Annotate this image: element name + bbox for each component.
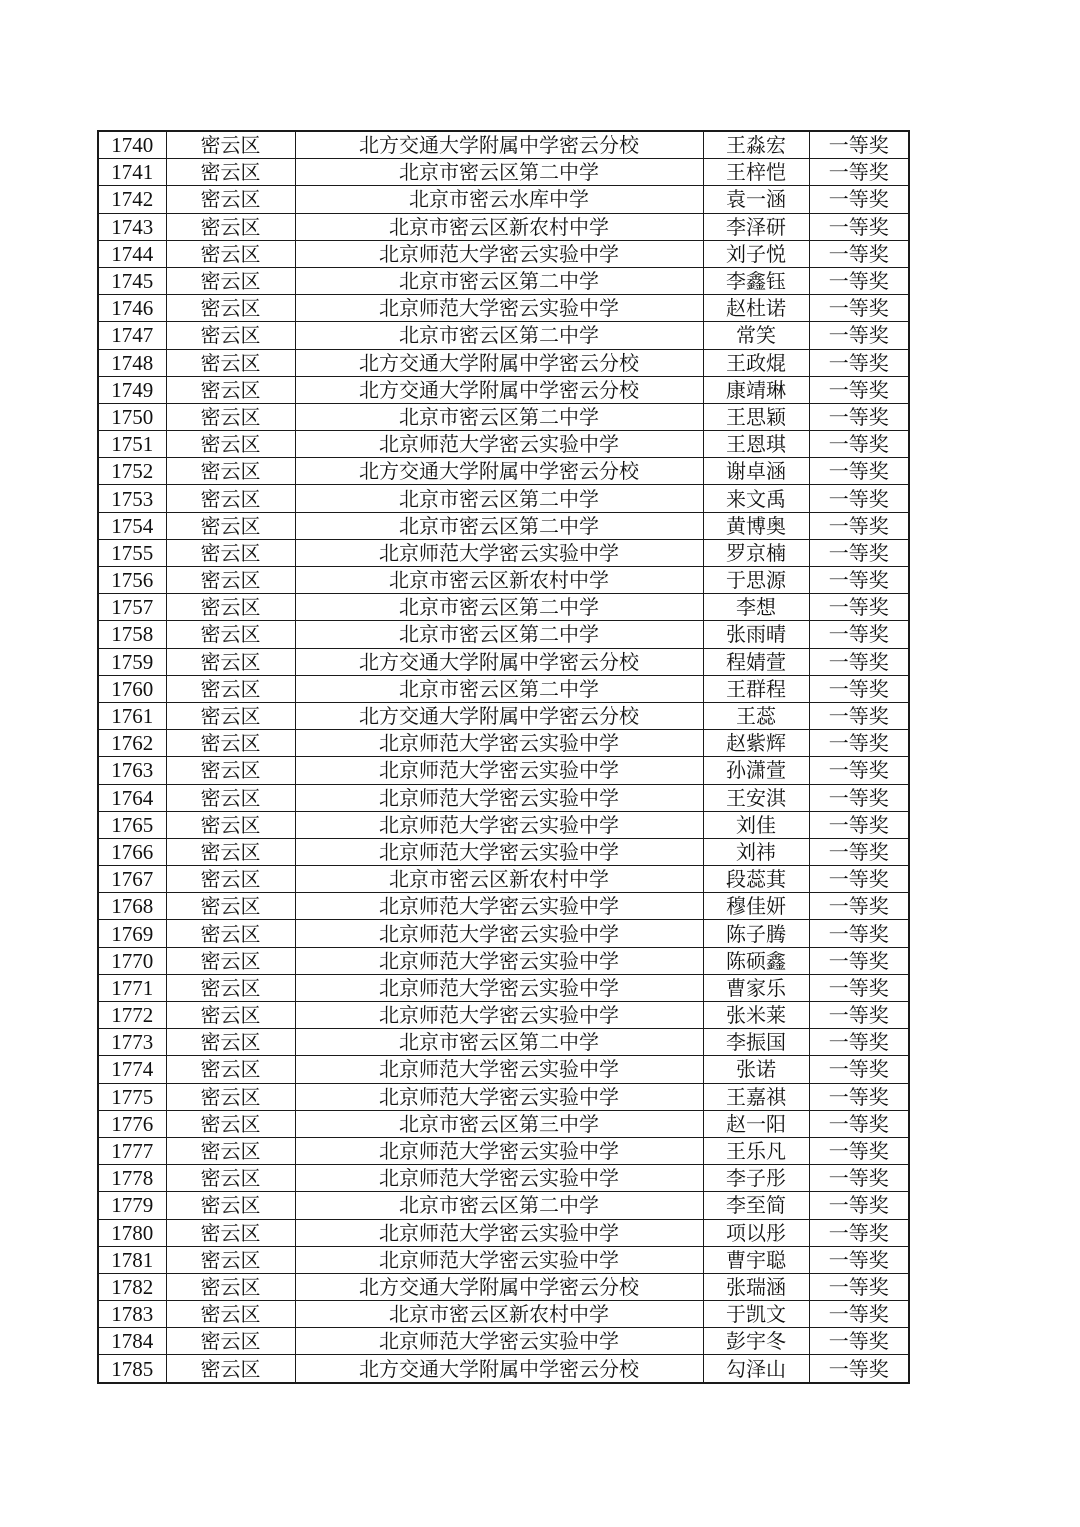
serial-number-cell: 1766: [98, 838, 166, 865]
student-name-cell: 李泽研: [703, 213, 809, 240]
district-cell: 密云区: [166, 376, 295, 403]
serial-number-cell: 1752: [98, 458, 166, 485]
district-cell: 密云区: [166, 186, 295, 213]
school-cell: 北京师范大学密云实验中学: [295, 920, 703, 947]
student-name-cell: 王乐凡: [703, 1137, 809, 1164]
student-name-cell: 李鑫钰: [703, 267, 809, 294]
student-name-cell: 张诺: [703, 1056, 809, 1083]
table-row: [98, 267, 909, 294]
school-cell: 北京师范大学密云实验中学: [295, 1083, 703, 1110]
table-row: [98, 1056, 909, 1083]
district-cell: 密云区: [166, 730, 295, 757]
table-row: [98, 240, 909, 267]
award-cell: 一等奖: [809, 675, 909, 702]
student-name-cell: 来文禹: [703, 485, 809, 512]
district-cell: 密云区: [166, 1137, 295, 1164]
student-name-cell: 常笑: [703, 322, 809, 349]
table-row: [98, 349, 909, 376]
school-cell: 北方交通大学附属中学密云分校: [295, 131, 703, 159]
award-cell: 一等奖: [809, 1355, 909, 1383]
award-cell: 一等奖: [809, 1328, 909, 1355]
award-cell: 一等奖: [809, 1301, 909, 1328]
student-name-cell: 项以彤: [703, 1219, 809, 1246]
serial-number-cell: 1782: [98, 1273, 166, 1300]
serial-number-cell: 1751: [98, 431, 166, 458]
district-cell: 密云区: [166, 757, 295, 784]
district-cell: 密云区: [166, 784, 295, 811]
award-cell: 一等奖: [809, 1056, 909, 1083]
table-row: [98, 1246, 909, 1273]
district-cell: 密云区: [166, 1192, 295, 1219]
school-cell: 北京师范大学密云实验中学: [295, 539, 703, 566]
school-cell: 北方交通大学附属中学密云分校: [295, 1355, 703, 1383]
award-cell: 一等奖: [809, 349, 909, 376]
table-row: [98, 866, 909, 893]
district-cell: 密云区: [166, 1246, 295, 1273]
district-cell: 密云区: [166, 947, 295, 974]
district-cell: 密云区: [166, 458, 295, 485]
table-row: [98, 784, 909, 811]
school-cell: 北京师范大学密云实验中学: [295, 730, 703, 757]
school-cell: 北京师范大学密云实验中学: [295, 1219, 703, 1246]
district-cell: 密云区: [166, 159, 295, 186]
serial-number-cell: 1772: [98, 1002, 166, 1029]
award-cell: 一等奖: [809, 1002, 909, 1029]
table-row: [98, 730, 909, 757]
district-cell: 密云区: [166, 403, 295, 430]
table-row: [98, 621, 909, 648]
school-cell: 北京师范大学密云实验中学: [295, 974, 703, 1001]
award-cell: 一等奖: [809, 893, 909, 920]
award-cell: 一等奖: [809, 131, 909, 159]
student-name-cell: 王嘉祺: [703, 1083, 809, 1110]
award-cell: 一等奖: [809, 485, 909, 512]
award-cell: 一等奖: [809, 1246, 909, 1273]
district-cell: 密云区: [166, 1029, 295, 1056]
student-name-cell: 罗京楠: [703, 539, 809, 566]
school-cell: 北京师范大学密云实验中学: [295, 240, 703, 267]
table-row: [98, 594, 909, 621]
serial-number-cell: 1741: [98, 159, 166, 186]
table-row: [98, 295, 909, 322]
school-cell: 北京师范大学密云实验中学: [295, 757, 703, 784]
award-cell: 一等奖: [809, 621, 909, 648]
school-cell: 北京市密云区新农村中学: [295, 1301, 703, 1328]
award-cell: 一等奖: [809, 267, 909, 294]
student-name-cell: 王淼宏: [703, 131, 809, 159]
student-name-cell: 黄博奥: [703, 512, 809, 539]
student-name-cell: 于思源: [703, 567, 809, 594]
table-row: [98, 458, 909, 485]
school-cell: 北京市密云区新农村中学: [295, 213, 703, 240]
district-cell: 密云区: [166, 702, 295, 729]
serial-number-cell: 1780: [98, 1219, 166, 1246]
district-cell: 密云区: [166, 349, 295, 376]
award-cell: 一等奖: [809, 1083, 909, 1110]
table-row: [98, 1137, 909, 1164]
award-cell: 一等奖: [809, 431, 909, 458]
school-cell: 北京市密云区第二中学: [295, 485, 703, 512]
serial-number-cell: 1755: [98, 539, 166, 566]
table-row: [98, 838, 909, 865]
award-cell: 一等奖: [809, 920, 909, 947]
school-cell: 北京师范大学密云实验中学: [295, 1328, 703, 1355]
school-cell: 北京市密云区第二中学: [295, 267, 703, 294]
serial-number-cell: 1781: [98, 1246, 166, 1273]
student-name-cell: 王思颖: [703, 403, 809, 430]
student-name-cell: 王梓恺: [703, 159, 809, 186]
table-row: [98, 893, 909, 920]
award-cell: 一等奖: [809, 730, 909, 757]
school-cell: 北方交通大学附属中学密云分校: [295, 1273, 703, 1300]
student-name-cell: 赵一阳: [703, 1110, 809, 1137]
award-cell: 一等奖: [809, 1219, 909, 1246]
district-cell: 密云区: [166, 1056, 295, 1083]
student-name-cell: 王恩琪: [703, 431, 809, 458]
district-cell: 密云区: [166, 974, 295, 1001]
serial-number-cell: 1762: [98, 730, 166, 757]
award-cell: 一等奖: [809, 1137, 909, 1164]
student-name-cell: 李想: [703, 594, 809, 621]
school-cell: 北京师范大学密云实验中学: [295, 295, 703, 322]
district-cell: 密云区: [166, 675, 295, 702]
serial-number-cell: 1784: [98, 1328, 166, 1355]
serial-number-cell: 1756: [98, 567, 166, 594]
district-cell: 密云区: [166, 893, 295, 920]
award-cell: 一等奖: [809, 512, 909, 539]
district-cell: 密云区: [166, 431, 295, 458]
serial-number-cell: 1761: [98, 702, 166, 729]
school-cell: 北京市密云区第二中学: [295, 1029, 703, 1056]
award-cell: 一等奖: [809, 1273, 909, 1300]
student-name-cell: 赵杜诺: [703, 295, 809, 322]
award-cell: 一等奖: [809, 594, 909, 621]
student-name-cell: 于凯文: [703, 1301, 809, 1328]
district-cell: 密云区: [166, 567, 295, 594]
table-row: [98, 947, 909, 974]
school-cell: 北方交通大学附属中学密云分校: [295, 648, 703, 675]
serial-number-cell: 1745: [98, 267, 166, 294]
award-cell: 一等奖: [809, 567, 909, 594]
award-cell: 一等奖: [809, 947, 909, 974]
serial-number-cell: 1765: [98, 811, 166, 838]
award-cell: 一等奖: [809, 974, 909, 1001]
district-cell: 密云区: [166, 1110, 295, 1137]
table-row: [98, 1002, 909, 1029]
district-cell: 密云区: [166, 648, 295, 675]
table-row: [98, 974, 909, 1001]
serial-number-cell: 1749: [98, 376, 166, 403]
award-cell: 一等奖: [809, 403, 909, 430]
serial-number-cell: 1767: [98, 866, 166, 893]
award-cell: 一等奖: [809, 702, 909, 729]
table-row: [98, 1301, 909, 1328]
serial-number-cell: 1753: [98, 485, 166, 512]
award-cell: 一等奖: [809, 539, 909, 566]
table-row: [98, 567, 909, 594]
student-name-cell: 李振国: [703, 1029, 809, 1056]
student-name-cell: 刘祎: [703, 838, 809, 865]
award-cell: 一等奖: [809, 1192, 909, 1219]
table-row: [98, 811, 909, 838]
student-name-cell: 王群程: [703, 675, 809, 702]
student-name-cell: 赵紫辉: [703, 730, 809, 757]
table-row: [98, 1328, 909, 1355]
serial-number-cell: 1747: [98, 322, 166, 349]
serial-number-cell: 1770: [98, 947, 166, 974]
district-cell: 密云区: [166, 240, 295, 267]
school-cell: 北京市密云区第三中学: [295, 1110, 703, 1137]
student-name-cell: 刘子悦: [703, 240, 809, 267]
student-name-cell: 陈子腾: [703, 920, 809, 947]
award-cell: 一等奖: [809, 648, 909, 675]
table-row: [98, 431, 909, 458]
district-cell: 密云区: [166, 838, 295, 865]
school-cell: 北京市密云区第二中学: [295, 621, 703, 648]
school-cell: 北京市密云区新农村中学: [295, 567, 703, 594]
award-cell: 一等奖: [809, 838, 909, 865]
district-cell: 密云区: [166, 213, 295, 240]
student-name-cell: 康靖琳: [703, 376, 809, 403]
award-cell: 一等奖: [809, 1165, 909, 1192]
table-row: [98, 376, 909, 403]
school-cell: 北京师范大学密云实验中学: [295, 893, 703, 920]
table-row: [98, 159, 909, 186]
student-name-cell: 刘佳: [703, 811, 809, 838]
award-cell: 一等奖: [809, 240, 909, 267]
student-name-cell: 王安淇: [703, 784, 809, 811]
table-row: [98, 485, 909, 512]
school-cell: 北方交通大学附属中学密云分校: [295, 349, 703, 376]
serial-number-cell: 1776: [98, 1110, 166, 1137]
district-cell: 密云区: [166, 485, 295, 512]
student-name-cell: 张雨晴: [703, 621, 809, 648]
serial-number-cell: 1748: [98, 349, 166, 376]
award-cell: 一等奖: [809, 811, 909, 838]
table-row: [98, 675, 909, 702]
school-cell: 北京师范大学密云实验中学: [295, 811, 703, 838]
district-cell: 密云区: [166, 131, 295, 159]
award-cell: 一等奖: [809, 1110, 909, 1137]
district-cell: 密云区: [166, 920, 295, 947]
school-cell: 北京师范大学密云实验中学: [295, 1137, 703, 1164]
table-row: [98, 1165, 909, 1192]
table-row: [98, 920, 909, 947]
district-cell: 密云区: [166, 1273, 295, 1300]
school-cell: 北京市密云区第二中学: [295, 159, 703, 186]
district-cell: 密云区: [166, 295, 295, 322]
table-row: [98, 1110, 909, 1137]
award-cell: 一等奖: [809, 186, 909, 213]
table-row: [98, 131, 909, 159]
award-table: [97, 130, 910, 1384]
school-cell: 北京市密云区第二中学: [295, 594, 703, 621]
serial-number-cell: 1779: [98, 1192, 166, 1219]
award-cell: 一等奖: [809, 295, 909, 322]
table-row: [98, 1029, 909, 1056]
table-row: [98, 512, 909, 539]
award-cell: 一等奖: [809, 1029, 909, 1056]
student-name-cell: 勾泽山: [703, 1355, 809, 1383]
student-name-cell: 曹家乐: [703, 974, 809, 1001]
student-name-cell: 段蕊萁: [703, 866, 809, 893]
serial-number-cell: 1754: [98, 512, 166, 539]
student-name-cell: 穆佳妍: [703, 893, 809, 920]
table-row: [98, 1192, 909, 1219]
district-cell: 密云区: [166, 621, 295, 648]
district-cell: 密云区: [166, 1165, 295, 1192]
district-cell: 密云区: [166, 1301, 295, 1328]
serial-number-cell: 1785: [98, 1355, 166, 1383]
district-cell: 密云区: [166, 866, 295, 893]
award-cell: 一等奖: [809, 757, 909, 784]
table-row: [98, 322, 909, 349]
table-row: [98, 648, 909, 675]
serial-number-cell: 1774: [98, 1056, 166, 1083]
district-cell: 密云区: [166, 1219, 295, 1246]
table-row: [98, 186, 909, 213]
serial-number-cell: 1783: [98, 1301, 166, 1328]
district-cell: 密云区: [166, 1355, 295, 1383]
student-name-cell: 张米莱: [703, 1002, 809, 1029]
table-row: [98, 757, 909, 784]
serial-number-cell: 1777: [98, 1137, 166, 1164]
student-name-cell: 彭宇冬: [703, 1328, 809, 1355]
school-cell: 北京师范大学密云实验中学: [295, 784, 703, 811]
table-row: [98, 403, 909, 430]
school-cell: 北京市密云区第二中学: [295, 322, 703, 349]
school-cell: 北方交通大学附属中学密云分校: [295, 702, 703, 729]
serial-number-cell: 1750: [98, 403, 166, 430]
serial-number-cell: 1773: [98, 1029, 166, 1056]
school-cell: 北京师范大学密云实验中学: [295, 1246, 703, 1273]
table-row: [98, 1273, 909, 1300]
district-cell: 密云区: [166, 322, 295, 349]
school-cell: 北京市密云区第二中学: [295, 675, 703, 702]
serial-number-cell: 1768: [98, 893, 166, 920]
table-row: [98, 213, 909, 240]
student-name-cell: 李至简: [703, 1192, 809, 1219]
student-name-cell: 张瑞涵: [703, 1273, 809, 1300]
serial-number-cell: 1763: [98, 757, 166, 784]
table-row: [98, 1219, 909, 1246]
award-cell: 一等奖: [809, 322, 909, 349]
district-cell: 密云区: [166, 539, 295, 566]
district-cell: 密云区: [166, 1002, 295, 1029]
serial-number-cell: 1769: [98, 920, 166, 947]
district-cell: 密云区: [166, 1328, 295, 1355]
serial-number-cell: 1759: [98, 648, 166, 675]
award-cell: 一等奖: [809, 458, 909, 485]
school-cell: 北方交通大学附属中学密云分校: [295, 376, 703, 403]
school-cell: 北京师范大学密云实验中学: [295, 431, 703, 458]
serial-number-cell: 1742: [98, 186, 166, 213]
student-name-cell: 孙潇萱: [703, 757, 809, 784]
serial-number-cell: 1771: [98, 974, 166, 1001]
district-cell: 密云区: [166, 811, 295, 838]
award-cell: 一等奖: [809, 213, 909, 240]
serial-number-cell: 1746: [98, 295, 166, 322]
serial-number-cell: 1744: [98, 240, 166, 267]
table-row: [98, 1355, 909, 1383]
serial-number-cell: 1743: [98, 213, 166, 240]
school-cell: 北京师范大学密云实验中学: [295, 838, 703, 865]
award-cell: 一等奖: [809, 866, 909, 893]
serial-number-cell: 1764: [98, 784, 166, 811]
award-table-body: [98, 131, 909, 1383]
school-cell: 北京市密云区第二中学: [295, 403, 703, 430]
student-name-cell: 王政焜: [703, 349, 809, 376]
table-row: [98, 1083, 909, 1110]
award-cell: 一等奖: [809, 784, 909, 811]
student-name-cell: 程婧萱: [703, 648, 809, 675]
table-row: [98, 539, 909, 566]
school-cell: 北京师范大学密云实验中学: [295, 1002, 703, 1029]
district-cell: 密云区: [166, 594, 295, 621]
award-cell: 一等奖: [809, 376, 909, 403]
award-cell: 一等奖: [809, 159, 909, 186]
student-name-cell: 曹宇聪: [703, 1246, 809, 1273]
school-cell: 北京市密云水库中学: [295, 186, 703, 213]
student-name-cell: 袁一涵: [703, 186, 809, 213]
serial-number-cell: 1775: [98, 1083, 166, 1110]
district-cell: 密云区: [166, 512, 295, 539]
serial-number-cell: 1740: [98, 131, 166, 159]
table-row: [98, 702, 909, 729]
student-name-cell: 王蕊: [703, 702, 809, 729]
school-cell: 北京师范大学密云实验中学: [295, 947, 703, 974]
school-cell: 北京师范大学密云实验中学: [295, 1056, 703, 1083]
student-name-cell: 谢卓涵: [703, 458, 809, 485]
district-cell: 密云区: [166, 1083, 295, 1110]
serial-number-cell: 1758: [98, 621, 166, 648]
school-cell: 北方交通大学附属中学密云分校: [295, 458, 703, 485]
student-name-cell: 李子彤: [703, 1165, 809, 1192]
district-cell: 密云区: [166, 267, 295, 294]
serial-number-cell: 1757: [98, 594, 166, 621]
school-cell: 北京市密云区新农村中学: [295, 866, 703, 893]
serial-number-cell: 1760: [98, 675, 166, 702]
serial-number-cell: 1778: [98, 1165, 166, 1192]
school-cell: 北京市密云区第二中学: [295, 1192, 703, 1219]
student-name-cell: 陈硕鑫: [703, 947, 809, 974]
school-cell: 北京市密云区第二中学: [295, 512, 703, 539]
school-cell: 北京师范大学密云实验中学: [295, 1165, 703, 1192]
